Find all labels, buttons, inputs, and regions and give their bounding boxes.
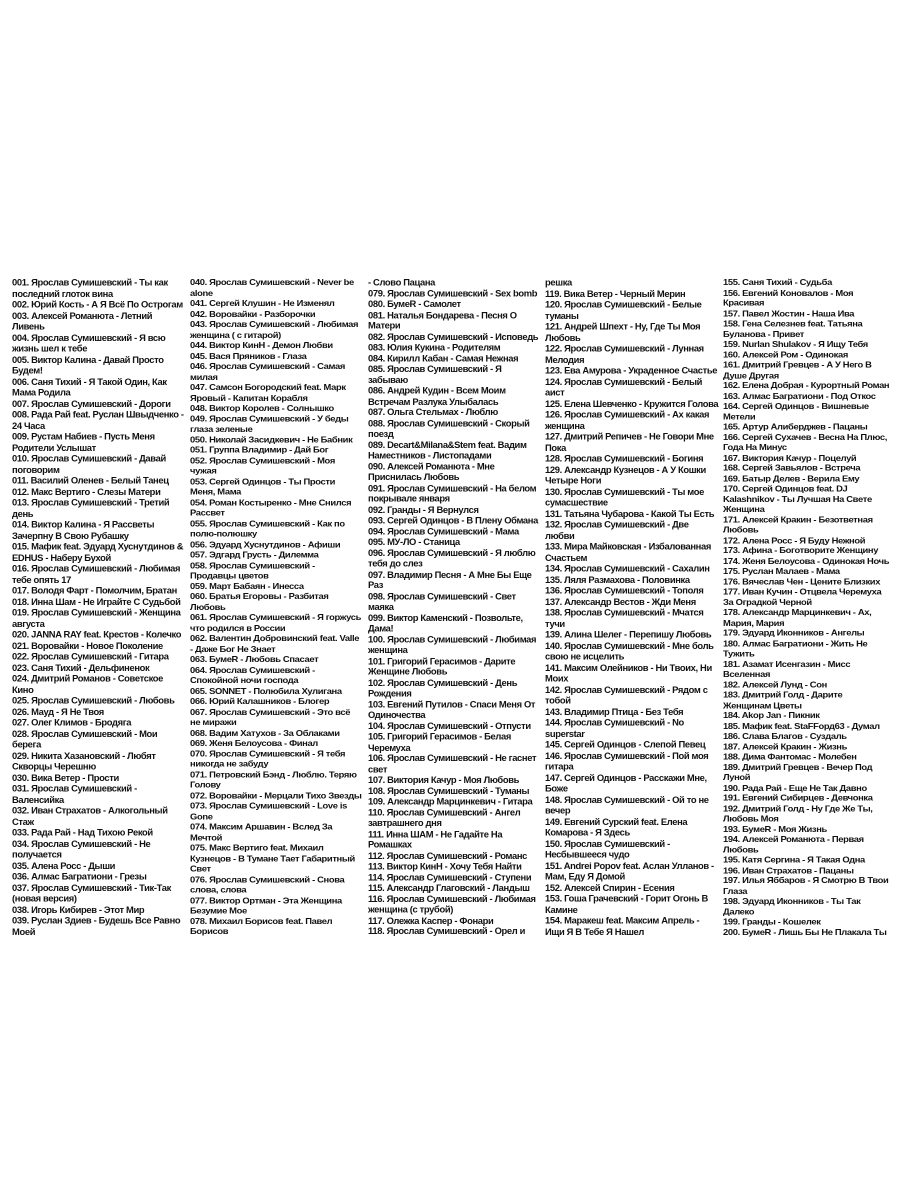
track-entry: 070. Ярослав Сумишевский - Я тебя никогда не забуду: [190, 748, 346, 769]
tracklist-column-2: [190, 277, 362, 937]
track-entry: 061. Ярослав Сумишевский - Я горжусь что родился в России: [190, 611, 362, 633]
track-entry: 137. Александр Вестов - Жди Меня: [545, 595, 696, 607]
track-entry: 151. Andrei Popov feat. Аслан Улланов - Мам, Еду Я Домой: [545, 859, 714, 882]
track-entry: 146. Ярослав Сумишевский - Пой моя гитара: [545, 749, 709, 772]
track-entry: 139. Алина Шелег - Перепишу Любовь: [545, 628, 712, 640]
track-entry: 197. Илья Яббаров - Я Смотрю В Твои Глаза: [723, 875, 889, 896]
track-entry: 200. БумеR - Лишь Бы Не Плакала Ты: [723, 926, 887, 937]
track-entry: 111. Инна ШАМ - Не Гадайте На Ромашках: [368, 828, 503, 850]
track-entry: 030. Вика Ветер - Прости: [12, 771, 119, 783]
track-entry: 005. Виктор Калина - Давай Просто Будем!: [12, 353, 164, 376]
track-entry: 033. Рада Рай - Над Тихою Рекой: [12, 826, 153, 838]
track-entry: 125. Елена Шевченко - Кружится Голова: [545, 397, 719, 409]
tracklist-text: [723, 277, 892, 937]
track-entry: 140. Ярослав Сумишевский - Мне боль свою не исцелить: [545, 639, 714, 662]
track-entry: 141. Максим Олейников - Ни Твоих, Ни Моих: [545, 661, 712, 684]
track-entry: 171. Алексей Кракин - Безответная Любовь: [723, 514, 873, 535]
track-entry: 147. Сергей Одинцов - Расскажи Мне, Боже: [545, 771, 707, 794]
track-entry: 067. Ярослав Сумишевский - Это всё не миражи: [190, 706, 351, 727]
track-entry: 047. Самсон Богородский feat. Марк Яровый - Капитан Корабля: [190, 381, 346, 403]
track-entry: 053. Сергей Одинцов - Ты Прости Меня, Мама: [190, 475, 336, 497]
track-entry: 095. МУ-ЛО - Станица: [368, 536, 460, 547]
track-entry: 089. Decart&Milana&Stem feat. Вадим Наместников - Листопадами: [368, 439, 527, 461]
track-entry: 177. Иван Кучин - Отцвела Черемуха За Оградкой Черной: [723, 586, 882, 607]
track-entry: 006. Саня Тихий - Я Такой Один, Как Мама Родила: [12, 375, 167, 398]
track-entry: 080. БумеR - Самолет: [368, 298, 461, 309]
track-entry: 104. Ярослав Сумишевский - Отпусти: [368, 720, 531, 731]
track-entry: 055. Ярослав Сумишевский - Как по полю-полюшку: [190, 517, 345, 539]
track-entry: 148. Ярослав Сумишевский - Ой то не вечер: [545, 793, 709, 816]
track-entry: 069. Женя Белоусова - Финал: [190, 737, 318, 748]
track-entry: 123. Ева Амурова - Украденное Счастье: [545, 364, 718, 376]
track-entry: 081. Наталья Бондарева - Песня О Матери: [368, 309, 517, 331]
track-entry: 175. Руслан Малаев - Мама: [723, 565, 840, 576]
track-entry: 054. Роман Костыренко - Мне Снился Рассвет: [190, 496, 352, 518]
tracklist-column-4: [545, 277, 719, 937]
track-entry: 043. Ярослав Сумишевский - Любимая женщина ( с гитарой): [190, 318, 359, 340]
track-entry: 086. Андрей Кудин - Всем Моим Встречам Разлука Улыбалась: [368, 385, 506, 407]
track-entry: 078. Михаил Борисов feat. Павел Борисов: [190, 915, 333, 937]
track-entry: 176. Вячеслав Чен - Цените Близких: [723, 576, 881, 586]
tracklist-text: [368, 277, 540, 937]
track-entry: 135. Ляля Размахова - Половинка: [545, 573, 690, 585]
track-entry: 179. Эдуард Иконников - Ангелы: [723, 627, 865, 638]
track-entry: 190. Рада Рай - Еще Не Так Давно: [723, 782, 867, 793]
track-entry: 007. Ярослав Сумишевский - Дороги: [12, 397, 171, 409]
track-entry: 082. Ярослав Сумишевский - Исповедь: [368, 331, 539, 342]
track-entry: 170. Сергей Одинцов feat. DJ Kalashnikov - Ты Лучшая На Свете Женщина: [723, 483, 872, 514]
track-entry: 193. БумеR - Моя Жизнь: [723, 823, 827, 834]
track-entry: 091. Ярослав Сумишевский - На белом покрывале января: [368, 482, 537, 504]
track-entry: 199. Гранды - Кошелек: [723, 916, 821, 927]
track-entry: 106. Ярослав Сумишевский - Не гаснет свет: [368, 752, 537, 774]
track-entry: 098. Ярослав Сумишевский - Свет маяка: [368, 590, 516, 612]
track-entry: 181. Азамат Исенгазин - Мисс Вселенная: [723, 658, 851, 679]
track-entry: 124. Ярослав Сумишевский - Белый аист: [545, 375, 703, 398]
track-entry: 079. Ярослав Сумишевский - Sex bomb: [368, 287, 538, 299]
track-entry: 110. Ярослав Сумишевский - Ангел завтрашнего дня: [368, 806, 521, 828]
track-entry: 172. Алена Росс - Я Буду Нежной: [723, 534, 866, 545]
track-entry: 112. Ярослав Сумишевский - Романс: [368, 850, 528, 861]
track-entry: 052. Ярослав Сумишевский - Моя чужая: [190, 454, 335, 476]
track-entry: 020. JANNA RAY feat. Крестов - Колечко: [12, 628, 182, 640]
track-entry: 183. Дмитрий Голд - Дарите Женщинам Цветы: [723, 689, 843, 710]
track-entry: 198. Эдуард Иконников - Ты Так Далеко: [723, 895, 861, 916]
track-entry: 142. Ярослав Сумишевский - Рядом с тобой: [545, 683, 708, 706]
track-entry: 187. Алексей Кракин - Жизнь: [723, 741, 848, 751]
track-entry: 084. Кирилл Кабан - Самая Нежная: [368, 352, 519, 364]
track-entry: 057. Эдгард Грусть - Дилемма: [190, 549, 319, 560]
track-entry: 041. Сергей Клушин - Не Изменял: [190, 297, 335, 308]
track-entry: 102. Ярослав Сумишевский - День Рождения: [368, 677, 518, 699]
track-entry: 004. Ярослав Сумишевский - Я всю жизнь шел к тебе: [12, 331, 166, 354]
track-entry: 108. Ярослав Сумишевский - Туманы: [368, 785, 530, 796]
track-entry: 173. Афина - Боготворите Женщину: [723, 545, 879, 555]
track-entry: 165. Артур Алиберджев - Пацаны: [723, 421, 868, 432]
track-entry: 015. Мафик feat. Эдуард Хуснутдинов & EDHUS - Наберу Бухой: [12, 540, 184, 563]
track-entry: 118. Ярослав Сумишевский - Орел и: [368, 925, 526, 937]
track-entry: 060. Братья Егоровы - Разбитая Любовь: [190, 591, 329, 612]
track-entry: 150. Ярослав Сумишевский - Несбывшееся чудо: [545, 837, 670, 860]
track-entry: 154. Маракеш feat. Максим Апрель - Ищи Я В Тебе Я Нашел: [545, 914, 700, 937]
track-entry: 126. Ярослав Сумишевский - Ах какая женщина: [545, 408, 710, 431]
track-entry: 117. Олежка Каспер - Фонари: [368, 914, 494, 926]
track-entry: 012. Макс Вертиго - Слезы Матери: [12, 485, 161, 497]
track-entry: - Слово Пацана: [368, 277, 436, 288]
track-entry: 028. Ярослав Сумишевский - Мои берега: [12, 727, 158, 750]
track-entry: 088. Ярослав Сумишевский - Скорый поезд: [368, 417, 530, 439]
tracklist-column-3: [368, 277, 540, 937]
track-entry: 178. Александр Марцинкевич - Ах, Мария, Мария: [723, 606, 872, 628]
track-entry: 131. Татьяна Чубарова - Какой Ты Есть: [545, 507, 715, 519]
track-entry: 001. Ярослав Сумишевский - Ты как последний глоток вина: [12, 277, 168, 299]
track-entry: 115. Александр Глаговский - Ландыш: [368, 882, 530, 893]
track-entry: 182. Алексей Лунд - Сон: [723, 679, 827, 690]
track-entry: 042. Воровайки - Разборочки: [190, 308, 316, 319]
track-entry: 039. Руслан Здиев - Будешь Все Равно Моей: [12, 914, 181, 937]
track-entry: 035. Алена Росс - Дыши: [12, 859, 116, 871]
track-entry: 025. Ярослав Сумишевский - Любовь: [12, 694, 175, 706]
track-entry: 002. Юрий Кость - А Я Всё По Острогам: [12, 298, 183, 310]
track-entry: 143. Владимир Птица - Без Тебя: [545, 705, 684, 717]
track-entry: 101. Григорий Герасимов - Дарите Женщине Любовь: [368, 655, 516, 677]
track-entry: 023. Саня Тихий - Дельфиненок: [12, 661, 150, 673]
track-entry: 058. Ярослав Сумишевский - Продавцы цветов: [190, 559, 315, 581]
track-entry: 191. Евгений Сибирцев - Девчонка: [723, 792, 873, 803]
track-entry: 074. Максим Аршавин - Вслед За Мечтой: [190, 821, 333, 842]
track-entry: 021. Воровайки - Новое Поколение: [12, 639, 163, 651]
track-entry: 145. Сергей Одинцов - Слепой Певец: [545, 738, 706, 750]
track-entry: 094. Ярослав Сумишевский - Мама: [368, 525, 519, 537]
track-entry: 122. Ярослав Сумишевский - Лунная Мелодия: [545, 342, 704, 365]
track-entry: 046. Ярослав Сумишевский - Самая милая: [190, 360, 345, 382]
track-entry: 153. Гоша Грачевский - Горит Огонь В Камине: [545, 892, 708, 915]
track-entry: 166. Сергей Сухачев - Весна На Плюс, Года На Минус: [723, 431, 888, 452]
tracklist-sheet: [8, 277, 892, 937]
track-entry: 174. Женя Белоусова - Одинокая Ночь: [723, 555, 890, 566]
track-entry: 011. Василий Оленев - Белый Танец: [12, 474, 169, 486]
track-entry: 152. Алексей Спирин - Есения: [545, 881, 675, 893]
track-entry: 017. Володя Фарт - Помолчим, Братан: [12, 584, 177, 596]
track-entry: 009. Рустам Набиев - Пусть Меня Родители Услышат: [12, 430, 155, 453]
track-entry: 008. Рада Рай feat. Руслан Швыдченко - 24 Часа: [12, 408, 184, 431]
tracklist-text: [545, 277, 719, 937]
track-entry: 114. Ярослав Сумишевский - Ступени: [368, 871, 532, 883]
track-entry: 031. Ярослав Сумишевский - Валенсийка: [12, 782, 137, 805]
track-entry: 169. Батыр Делев - Верила Ему: [723, 472, 860, 483]
track-entry: 163. Алмас Багратиони - Под Откос: [723, 390, 876, 401]
track-entry: 093. Сергей Одинцов - В Плену Обмана: [368, 514, 538, 526]
track-entry: 188. Дима Фантомас - Молебен: [723, 751, 857, 762]
track-entry: 016. Ярослав Сумишевский - Любимая тебе опять 17: [12, 562, 181, 585]
track-entry: 077. Виктор Ортман - Эта Женщина Безумие Мое: [190, 894, 342, 916]
track-entry: 062. Валентин Добровинский feat. Valle - Даже Бог Не Знает: [190, 632, 360, 654]
track-entry: 037. Ярослав Сумишевский - Тик-Так (новая версия): [12, 881, 171, 904]
track-entry: 186. Слава Благов - Суздаль: [723, 730, 847, 741]
track-entry: 063. БумеR - Любовь Спасает: [190, 653, 319, 664]
track-entry: 048. Виктор Королев - Солнышко: [190, 402, 334, 413]
track-entry: 158. Гена Селезнев feat. Татьяна Буланова - Привет: [723, 318, 863, 339]
tracklist-text: [190, 277, 362, 937]
track-entry: 192. Дмитрий Голд - Ну Где Же Ты, Любовь Моя: [723, 802, 873, 824]
track-entry: 097. Владимир Песня - А Мне Бы Еще Раз: [368, 568, 532, 591]
track-entry: 195. Катя Сергина - Я Такая Одна: [723, 854, 865, 865]
track-entry: 120. Ярослав Сумишевский - Белые туманы: [545, 298, 702, 321]
track-entry: 113. Виктор КинН - Хочу Тебя Найти: [368, 860, 522, 872]
track-entry: 180. Алмас Багратиони - Жить Не Тужить: [723, 637, 868, 659]
track-entry: 160. Алексей Ром - Одинокая: [723, 349, 849, 360]
track-entry: 132. Ярослав Сумишевский - Две любви: [545, 518, 689, 541]
track-entry: 099. Виктор Каменский - Позвольте, Дама!: [368, 612, 523, 634]
track-entry: 092. Гранды - Я Вернулся: [368, 504, 479, 515]
track-entry: решка: [545, 277, 572, 288]
track-entry: 130. Ярослав Сумишевский - Ты мое сумасшествие: [545, 485, 704, 508]
track-entry: 034. Ярослав Сумишевский - Не получается: [12, 837, 151, 860]
track-entry: 107. Виктория Качур - Моя Любовь: [368, 774, 520, 785]
track-entry: 050. Николай Засидкевич - Не Бабник: [190, 434, 353, 445]
tracklist-column-1: [12, 277, 184, 937]
track-entry: 105. Григорий Герасимов - Белая Черемуха: [368, 731, 512, 753]
track-entry: 185. Мафик feat. StaFFорд63 - Думал: [723, 720, 880, 731]
track-entry: 127. Дмитрий Репичев - Не Говори Мне Пока: [545, 430, 714, 453]
track-entry: 184. Akop Jan - Пикник: [723, 710, 820, 720]
track-entry: 196. Иван Страхатов - Пацаны: [723, 864, 854, 875]
track-entry: 161. Дмитрий Гревцев - А У Него В Душе Другая: [723, 359, 872, 380]
track-entry: 065. SONNET - Полюбила Хулигана: [190, 685, 342, 696]
track-entry: 155. Саня Тихий - Судьба: [723, 277, 832, 287]
track-entry: 018. Инна Шам - Не Играйте С Судьбой: [12, 595, 181, 607]
track-entry: 068. Вадим Хатухов - За Облаками: [190, 727, 340, 738]
track-entry: 100. Ярослав Сумишевский - Любимая женщина: [368, 633, 537, 655]
track-entry: 013. Ярослав Сумишевский - Третий день: [12, 496, 170, 519]
track-entry: 038. Игорь Кибирев - Этот Мир: [12, 903, 145, 915]
tracklist-column-5: [723, 277, 892, 937]
track-entry: 040. Ярослав Сумишевский - Never be alone: [190, 277, 354, 298]
track-entry: 136. Ярослав Сумишевский - Тополя: [545, 584, 704, 596]
track-entry: 156. Евгений Коновалов - Моя Красивая: [723, 287, 854, 308]
track-entry: 036. Алмас Багратиони - Грезы: [12, 870, 147, 882]
track-entry: 119. Вика Ветер - Черный Мерин: [545, 287, 686, 299]
track-entry: 044. Виктор КинН - Демон Любви: [190, 339, 333, 350]
track-entry: 167. Виктория Качур - Поцелуй: [723, 452, 857, 463]
track-entry: 087. Ольга Стельмах - Люблю: [368, 406, 498, 418]
track-entry: 032. Иван Страхатов - Алкогольный Стаж: [12, 804, 168, 827]
track-entry: 076. Ярослав Сумишевский - Снова слова, слова: [190, 873, 345, 895]
track-entry: 128. Ярослав Сумишевский - Богиня: [545, 452, 704, 464]
track-entry: 149. Евгений Сурский feat. Елена Комарова - Я Здесь: [545, 815, 688, 838]
track-entry: 071. Петровский Бэнд - Люблю. Теряю Голову: [190, 769, 357, 790]
track-entry: 045. Вася Пряников - Глаза: [190, 350, 307, 361]
track-entry: 059. Март Бабаян - Инесса: [190, 580, 304, 591]
track-entry: 194. Алексей Романюта - Первая Любовь: [723, 833, 864, 855]
track-entry: 049. Ярослав Сумишевский - У беды глаза зеленые: [190, 413, 349, 434]
track-entry: 133. Мира Майковская - Избалованная Счастьем: [545, 540, 711, 563]
track-entry: 157. Павел Жостин - Наша Ива: [723, 307, 855, 318]
track-entry: 090. Алексей Романюта - Мне Приснилась Любовь: [368, 460, 495, 482]
track-entry: 134. Ярослав Сумишевский - Сахалин: [545, 562, 710, 574]
track-entry: 109. Александр Марцинкевич - Гитара: [368, 795, 533, 807]
track-entry: 096. Ярослав Сумишевский - Я люблю тебя до слез: [368, 547, 536, 569]
track-entry: 116. Ярослав Сумишевский - Любимая женщина (с трубой): [368, 893, 536, 915]
track-entry: 075. Макс Вертиго feat. Михаил Кузнецов - В Тумане Тает Габаритный Свет: [190, 842, 355, 874]
track-entry: 129. Александр Кузнецов - А У Кошки Четыре Ноги: [545, 463, 706, 486]
track-entry: 027. Олег Климов - Бродяга: [12, 716, 132, 728]
track-entry: 019. Ярослав Сумишевский - Женщина августа: [12, 606, 181, 629]
track-entry: 051. Группа Владимир - Дай Бог: [190, 444, 329, 455]
track-entry: 024. Дмитрий Романов - Советское Кино: [12, 672, 164, 695]
track-entry: 085. Ярослав Сумишевский - Я забываю: [368, 363, 502, 385]
track-entry: 159. Nurlan Shulakov - Я Ищу Тебя: [723, 338, 868, 349]
track-entry: 022. Ярослав Сумишевский - Гитара: [12, 650, 169, 662]
track-entry: 003. Алексей Романюта - Летний Ливень: [12, 309, 153, 332]
track-entry: 064. Ярослав Сумишевский - Спокойной ночи господа: [190, 664, 315, 685]
track-entry: 083. Юлия Кукина - Родителям: [368, 341, 501, 353]
track-entry: 138. Ярослав Сумишевский - Мчатся тучи: [545, 606, 704, 629]
track-entry: 189. Дмитрий Гревцев - Вечер Под Луной: [723, 761, 873, 782]
track-entry: 072. Воровайки - Мерцали Тихо Звезды: [190, 789, 362, 800]
track-entry: 073. Ярослав Сумишевский - Love is Gone: [190, 800, 347, 821]
track-entry: 168. Сергей Завьялов - Встреча: [723, 462, 861, 473]
track-entry: 162. Елена Добрая - Курортный Роман: [723, 380, 890, 390]
track-entry: 103. Евгений Путилов - Спаси Меня От Одиночества: [368, 698, 536, 720]
track-entry: 144. Ярослав Сумишевский - No superstar: [545, 716, 684, 739]
track-entry: 121. Андрей Шпехт - Ну, Где Ты Моя Любовь: [545, 320, 701, 343]
tracklist-text: [12, 277, 184, 937]
track-entry: 066. Юрий Калашников - Блогер: [190, 695, 330, 706]
track-entry: 010. Ярослав Сумишевский - Давай поговорим: [12, 452, 166, 475]
track-entry: 029. Никита Хазановский - Любят Скворцы Черешню: [12, 749, 156, 772]
track-entry: 014. Виктор Калина - Я Рассветы Зачерпну В Свою Рубашку: [12, 518, 155, 541]
track-entry: 164. Сергей Одинцов - Вишневые Метели: [723, 400, 869, 421]
track-entry: 056. Эдуард Хуснутдинов - Афиши: [190, 538, 341, 549]
track-entry: 026. Мауд - Я Не Твоя: [12, 705, 104, 717]
